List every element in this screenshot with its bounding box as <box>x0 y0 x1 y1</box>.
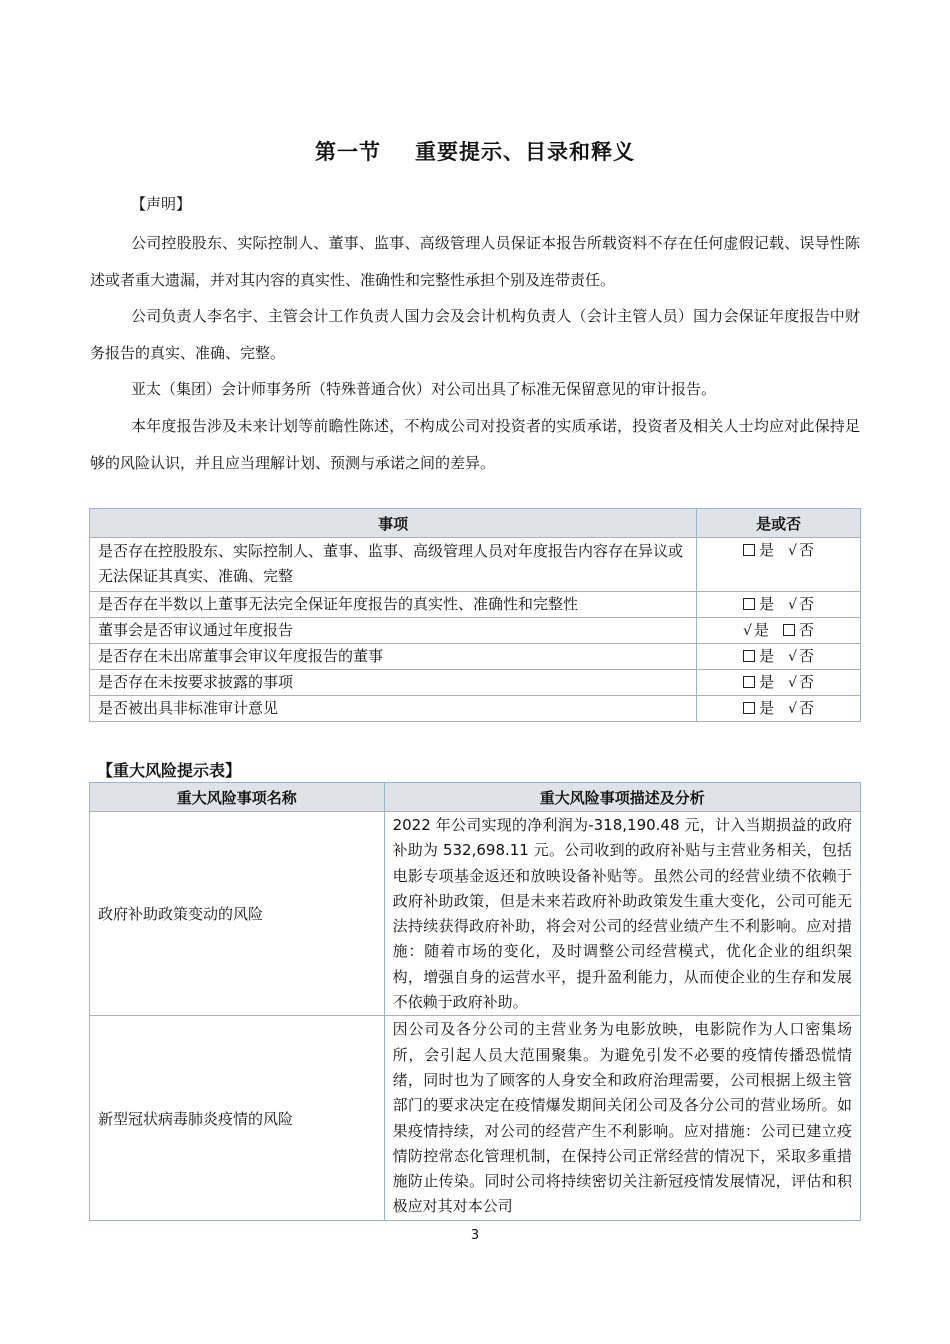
check-mark-icon: √ <box>788 675 798 691</box>
column-header-risk-name: 重大风险事项名称 <box>90 783 385 812</box>
empty-checkbox-icon <box>743 650 755 662</box>
option-label: 是 <box>759 673 775 691</box>
table-row <box>90 538 861 592</box>
option-label: 否 <box>799 541 815 559</box>
option-label: 是 <box>759 541 775 559</box>
check-mark-icon: √ <box>788 597 798 613</box>
yes-no-cell <box>697 644 861 670</box>
statement-heading: 【声明】 <box>131 195 192 213</box>
table-row <box>90 696 861 722</box>
matter-cell: 是否存在控股股东、实际控制人、董事、监事、高级管理人员对年度报告内容存在异议或无法保证其真实、准确、完整 <box>90 538 697 592</box>
option-label: 是 <box>759 595 775 613</box>
column-header-yes-no: 是或否 <box>697 509 861 538</box>
yes-option <box>743 595 774 613</box>
risk-desc-cell: 因公司及各分公司的主营业务为电影放映，电影院作为人口密集场所，会引起人员大范围聚集。为避免引发不必要的疫情传播恐慌情绪，同时也为了顾客的人身安全和政府治理需要，公司根据上级主管部门的要求决定在疫情爆发期间关闭公司及各分公司的营业场所。如果疫情持续，对公司的经营产生不利影响。应对措施：公司已建立疫情防控常态化管理机制，在保持公司正常经营的情况下，采取多重措施防止传染。同时公司将持续密切关注新冠疫情发展情况，评估和积极应对其对本公司 <box>384 1016 860 1220</box>
check-mark-icon: √ <box>788 649 798 665</box>
option-label: 是 <box>754 621 770 639</box>
empty-checkbox-icon <box>743 598 755 610</box>
yes-option <box>743 647 774 665</box>
table-header-row <box>90 783 861 812</box>
check-mark-icon: √ <box>788 543 798 559</box>
matters-table <box>89 508 861 722</box>
option-label: 否 <box>799 595 815 613</box>
no-option <box>788 595 814 613</box>
statement-paragraph: 公司控股股东、实际控制人、董事、监事、高级管理人员保证本报告所载资料不存在任何虚假记载、误导性陈述或者重大遗漏，并对其内容的真实性、准确性和完整性承担个别及连带责任。 <box>90 234 860 289</box>
table-row <box>90 644 861 670</box>
matter-cell: 是否存在半数以上董事无法完全保证年度报告的真实性、准确性和完整性 <box>90 592 697 618</box>
option-label: 是 <box>759 647 775 665</box>
yes-option <box>743 699 774 717</box>
option-label: 否 <box>799 647 815 665</box>
check-mark-icon: √ <box>788 701 798 717</box>
empty-checkbox-icon <box>743 702 755 714</box>
check-mark-icon: √ <box>743 623 753 639</box>
risk-table <box>89 782 861 1221</box>
option-label: 否 <box>799 699 815 717</box>
table-row <box>90 812 861 1016</box>
column-header-risk-desc: 重大风险事项描述及分析 <box>384 783 860 812</box>
table-row <box>90 592 861 618</box>
empty-checkbox-icon <box>743 676 755 688</box>
table-header-row <box>90 509 861 538</box>
empty-checkbox-icon <box>783 624 795 636</box>
yes-no-cell <box>697 670 861 696</box>
page-number: 3 <box>470 1228 480 1243</box>
matter-cell: 是否被出具非标准审计意见 <box>90 696 697 722</box>
table-row <box>90 670 861 696</box>
yes-no-cell <box>697 696 861 722</box>
table-row <box>90 618 861 644</box>
risk-name-cell: 政府补助政策变动的风险 <box>90 812 385 1016</box>
no-option <box>788 699 814 717</box>
no-option <box>788 647 814 665</box>
no-option <box>788 541 814 559</box>
yes-option <box>743 621 769 639</box>
option-label: 是 <box>759 699 775 717</box>
risk-name-cell: 新型冠状病毒肺炎疫情的风险 <box>90 1016 385 1220</box>
page-title: 第一节 重要提示、目录和释义 <box>315 140 635 164</box>
statement-paragraph: 亚太（集团）会计师事务所（特殊普通合伙）对公司出具了标准无保留意见的审计报告。 <box>131 380 717 398</box>
no-option <box>788 673 814 691</box>
option-label: 否 <box>799 673 815 691</box>
risk-desc-cell: 2022 年公司实现的净利润为-318,190.48 元，计入当期损益的政府补助为 532,698.11 元。公司收到的政府补贴与主营业务相关，包括电影专项基金返还和放映设备补贴等。虽然公司的经营业绩不依赖于政府补助政策，但是未来若政府补助政策发生重大变化，公司可能无法持续获得政府补助，将会对公司的经营业绩产生不利影响。应对措施：随着市场的变化，及时调整公司经营模式，优化企业的组织架构，增强自身的运营水平，提升盈利能力，从而使企业的生存和发展不依赖于政府补助。 <box>384 812 860 1016</box>
empty-checkbox-icon <box>743 544 755 556</box>
matter-cell: 是否存在未出席董事会审议年度报告的董事 <box>90 644 697 670</box>
matter-cell: 董事会是否审议通过年度报告 <box>90 618 697 644</box>
yes-no-cell <box>697 592 861 618</box>
statement-paragraph: 公司负责人李名宇、主管会计工作负责人国力会及会计机构负责人（会计主管人员）国力会保证年度报告中财务报告的真实、准确、完整。 <box>90 307 860 362</box>
statement-paragraph: 本年度报告涉及未来计划等前瞻性陈述，不构成公司对投资者的实质承诺，投资者及相关人士均应对此保持足够的风险认识，并且应当理解计划、预测与承诺之间的差异。 <box>90 417 860 472</box>
no-option <box>783 621 814 639</box>
table-row <box>90 1016 861 1220</box>
matter-cell: 是否存在未按要求披露的事项 <box>90 670 697 696</box>
yes-option <box>743 673 774 691</box>
yes-no-cell <box>697 538 861 592</box>
yes-option <box>743 541 774 559</box>
yes-no-cell <box>697 618 861 644</box>
risk-table-heading: 【重大风险提示表】 <box>97 761 242 780</box>
option-label: 否 <box>799 621 815 639</box>
column-header-matter: 事项 <box>90 509 697 538</box>
